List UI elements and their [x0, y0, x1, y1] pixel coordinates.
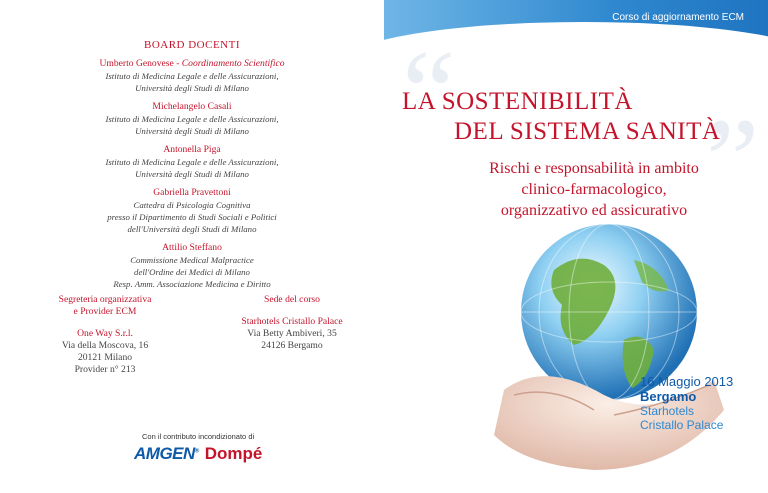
sede-hotel: Starhotels Cristallo Palace — [241, 316, 343, 327]
docente-affiliation: Istituto di Medicina Legale e delle Assicurazioni, — [105, 71, 279, 81]
segreteria-provider: Provider n° 213 — [74, 364, 136, 375]
event-venue: Cristallo Palace — [640, 418, 724, 432]
amgen-logo: AMGEN® — [134, 444, 199, 463]
contributo-label: Con il contributo incondizionato di — [142, 432, 255, 441]
title-line-1: LA SOSTENIBILITÀ — [402, 88, 633, 115]
subtitle — [424, 158, 764, 221]
docente-affiliation: Cattedra di Psicologia Cognitiva — [133, 200, 251, 210]
docente-name: Antonella Piga — [163, 144, 221, 155]
docente-affiliation: Università degli Studi di Milano — [135, 169, 249, 179]
segreteria-title: e Provider ECM — [73, 306, 137, 317]
docente-affiliation: Università degli Studi di Milano — [135, 126, 249, 136]
docente-name: Michelangelo Casali — [152, 101, 232, 112]
docente-item: Umberto Genovese - Coordinamento Scientifico Istituto di Medicina Legale e delle Assicurazioni, Università degli Studi di Milano — [0, 57, 384, 94]
docente-item — [0, 241, 384, 290]
sede-block — [222, 294, 362, 352]
sede-title: Sede del corso — [264, 294, 320, 305]
sede-city: 24126 Bergamo — [261, 340, 323, 351]
right-panel — [384, 0, 768, 493]
globe-in-hands-image — [484, 220, 734, 480]
open-quote-icon: “ — [402, 25, 456, 158]
subtitle-line: organizzativo ed assicurativo — [500, 202, 688, 219]
close-quote-icon: ” — [706, 93, 760, 226]
docenti-list — [0, 57, 384, 296]
docente-role: Coordinamento Scientifico — [181, 58, 285, 69]
docente-affiliation: Resp. Amm. Associazione Medicina e Diritto — [113, 279, 271, 289]
docente-affiliation: Istituto di Medicina Legale e delle Assicurazioni, — [105, 114, 279, 124]
segreteria-city: 20121 Milano — [77, 352, 133, 363]
segreteria-address: Via della Moscova, 16 — [61, 340, 149, 351]
title-line-2: DEL SISTEMA SANITÀ — [454, 118, 721, 145]
event-date: 16 Maggio 2013 — [640, 374, 734, 389]
sede-address: Via Betty Ambiveri, 35 — [247, 328, 337, 339]
board-title: BOARD DOCENTI — [143, 39, 241, 51]
docente-name: Attilio Steffano — [162, 242, 222, 253]
docente-affiliation: Istituto di Medicina Legale e delle Assicurazioni, — [105, 157, 279, 167]
docente-affiliation: Commissione Medical Malpractice — [130, 255, 254, 265]
docente-item — [0, 100, 384, 137]
segreteria-title: Segreteria organizzativa — [58, 294, 152, 305]
docente-item — [0, 186, 384, 235]
docente-item — [0, 143, 384, 180]
event-info — [640, 374, 733, 432]
subtitle-line: Rischi e responsabilità in ambito — [489, 160, 699, 177]
docente-name: Gabriella Pravettoni — [153, 187, 231, 198]
segreteria-block — [40, 294, 170, 376]
docente-name: Umberto Genovese — [99, 58, 174, 69]
course-label: Corso di aggiornamento ECM — [612, 12, 744, 23]
event-venue: Starhotels — [640, 404, 695, 418]
sponsor-logos — [134, 443, 262, 465]
docente-affiliation: presso il Dipartimento di Studi Sociali e Politici — [107, 212, 277, 222]
docente-affiliation: dell'Ordine dei Medici di Milano — [134, 267, 250, 277]
subtitle-line: clinico-farmacologico, — [521, 181, 667, 198]
docente-affiliation: Università degli Studi di Milano — [135, 83, 249, 93]
event-city: Bergamo — [640, 389, 697, 404]
docente-affiliation: dell'Università degli Studi di Milano — [127, 224, 257, 234]
dompe-logo: Dompé — [204, 444, 263, 463]
segreteria-company: One Way S.r.l. — [77, 328, 133, 339]
